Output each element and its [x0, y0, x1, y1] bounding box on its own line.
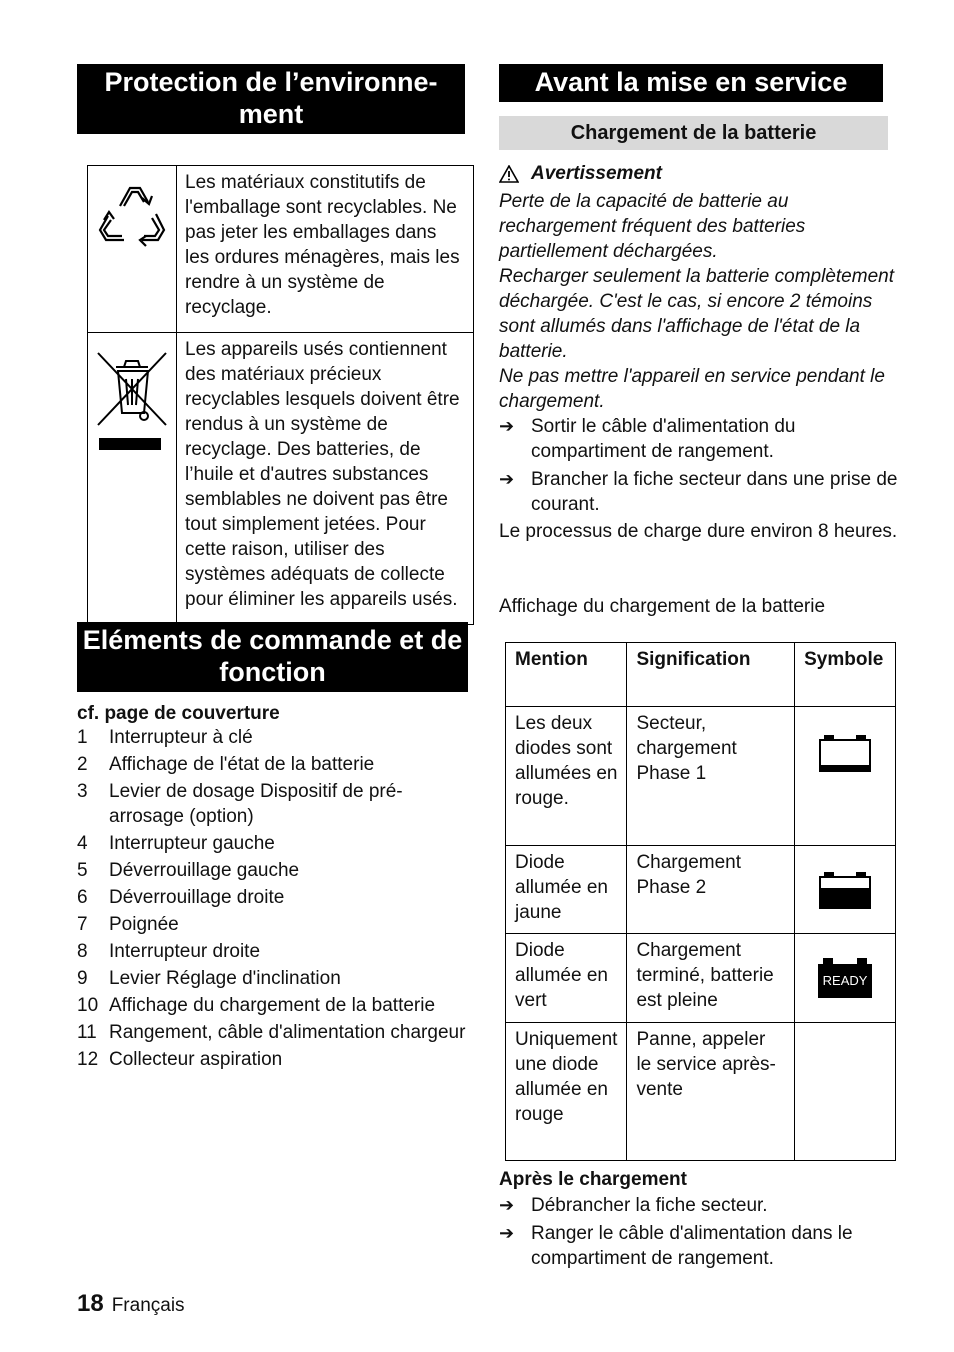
row2-mention: Diode allumée en jaune	[506, 846, 627, 934]
list-item: 11 Rangement, câble d'alimentation chargeur	[77, 1022, 466, 1043]
battery-half-icon	[795, 846, 896, 934]
battery-low-icon	[795, 707, 896, 846]
after-title: Après le chargement	[499, 1169, 687, 1190]
arrow-right-icon: ➔	[499, 1223, 515, 1243]
warning-triangle-icon	[499, 165, 519, 183]
header-mention: Mention	[506, 643, 627, 707]
page-footer	[77, 1290, 185, 1318]
after-step-1	[499, 1193, 899, 1218]
list-item: 6 Déverrouillage droite	[77, 887, 285, 908]
after-step-1-text: Débrancher la fiche secteur.	[531, 1195, 768, 1216]
row4-symbol	[795, 1023, 896, 1161]
env-row-bin	[88, 333, 474, 625]
arrow-right-icon: ➔	[499, 1195, 515, 1215]
row1-meaning: Secteur, chargement Phase 1	[627, 707, 795, 846]
list-item: 8 Interrupteur droite	[77, 941, 261, 962]
table-row	[506, 846, 896, 934]
page-number: 18	[77, 1290, 104, 1317]
battery-ready-icon	[795, 934, 896, 1023]
row3-meaning: Chargement terminé, batterie est pleine	[627, 934, 795, 1023]
list-item: 9 Levier Réglage d'inclination	[77, 968, 341, 989]
after-step-2-text: Ranger le câble d'alimentation dans le compartiment de rangement.	[531, 1223, 853, 1269]
charge-duration: Le processus de charge dure environ 8 heures.	[499, 521, 898, 542]
warning-title: Avertissement	[531, 163, 662, 184]
row2-meaning: Chargement Phase 2	[627, 846, 795, 934]
env-text-bin: Les appareils usés contiennent des matériaux précieux recyclables lesquels doivent être rendus à un système de recyclage. Des batteries, de l’huile et d'autres substances semblables ne doivent pas être tout simplement jetées. Pour cette raison, utiliser des systèmes adéquats de collecte pour éliminer les appareils usés.	[177, 333, 474, 625]
list-item: 10 Affichage du chargement de la batterie	[77, 995, 436, 1016]
controls-heading	[77, 622, 468, 692]
header-symbol: Symbole	[795, 643, 896, 707]
service-heading: Avant la mise en service	[499, 64, 883, 102]
display-title: Affichage du chargement de la batterie	[499, 596, 826, 617]
warning-p3: Ne pas mettre l'appareil en service pendant le chargement.	[499, 366, 885, 412]
warning-body	[499, 189, 899, 414]
env-text-recycle: Les matériaux constitutifs de l'emballage sont recyclables. Ne pas jeter les emballages dans les ordures ménagères, mais les rendre à un système de recyclage.	[177, 166, 474, 333]
env-heading	[77, 64, 465, 134]
step-1	[499, 414, 899, 464]
ready-label: READY	[818, 964, 872, 998]
controls-heading-line1: Eléments de commande et de	[82, 625, 463, 655]
row3-mention: Diode allumée en vert	[506, 934, 627, 1023]
table-row	[506, 707, 896, 846]
battery-subheading: Chargement de la batterie	[499, 116, 888, 150]
step-2	[499, 467, 899, 517]
table-row	[506, 934, 896, 1023]
env-heading-line2: ment	[238, 99, 304, 129]
step-1-text: Sortir le câble d'alimentation du compartiment de rangement.	[531, 416, 796, 462]
controls-heading-line2: fonction	[219, 657, 326, 687]
indicator-table	[505, 642, 896, 1161]
page-language: Français	[111, 1295, 185, 1316]
list-item: 2 Affichage de l'état de la batterie	[77, 754, 375, 775]
controls-ref: cf. page de couverture	[77, 703, 280, 724]
env-table	[87, 165, 474, 625]
step-2-text: Brancher la fiche secteur dans une prise de courant.	[531, 469, 898, 515]
header-meaning: Signification	[627, 643, 795, 707]
warning-title-row	[499, 161, 662, 186]
recycle-icon	[88, 166, 177, 333]
list-item: 12 Collecteur aspiration	[77, 1049, 283, 1070]
env-row-recycle	[88, 166, 474, 333]
arrow-right-icon: ➔	[499, 416, 515, 436]
list-item: 4 Interrupteur gauche	[77, 833, 275, 854]
table-header-row	[506, 643, 896, 707]
row4-mention: Uniquement une diode allumée en rouge	[506, 1023, 627, 1161]
arrow-right-icon: ➔	[499, 469, 515, 489]
row1-mention: Les deux diodes sont allumées en rouge.	[506, 707, 627, 846]
warning-p2: Recharger seulement la batterie complètement déchargée. C'est le cas, si encore 2 témoins sont allumés dans l'affichage de l'état de la batterie.	[499, 266, 894, 362]
env-heading-line1: Protection de l’environne-	[104, 67, 438, 97]
table-row	[506, 1023, 896, 1161]
row4-meaning: Panne, appeler le service après-vente	[627, 1023, 795, 1161]
list-item: 1 Interrupteur à clé	[77, 727, 253, 748]
warning-p1: Perte de la capacité de batterie au rechargement fréquent des batteries partiellement déchargées.	[499, 191, 806, 262]
list-item: 7 Poignée	[77, 914, 179, 935]
list-item: 5 Déverrouillage gauche	[77, 860, 300, 881]
after-step-2	[499, 1221, 899, 1271]
controls-list	[77, 725, 472, 1074]
list-item: 3 Levier de dosage Dispositif de pré-arrosage (option)	[77, 781, 403, 827]
crossed-bin-icon	[88, 333, 177, 625]
